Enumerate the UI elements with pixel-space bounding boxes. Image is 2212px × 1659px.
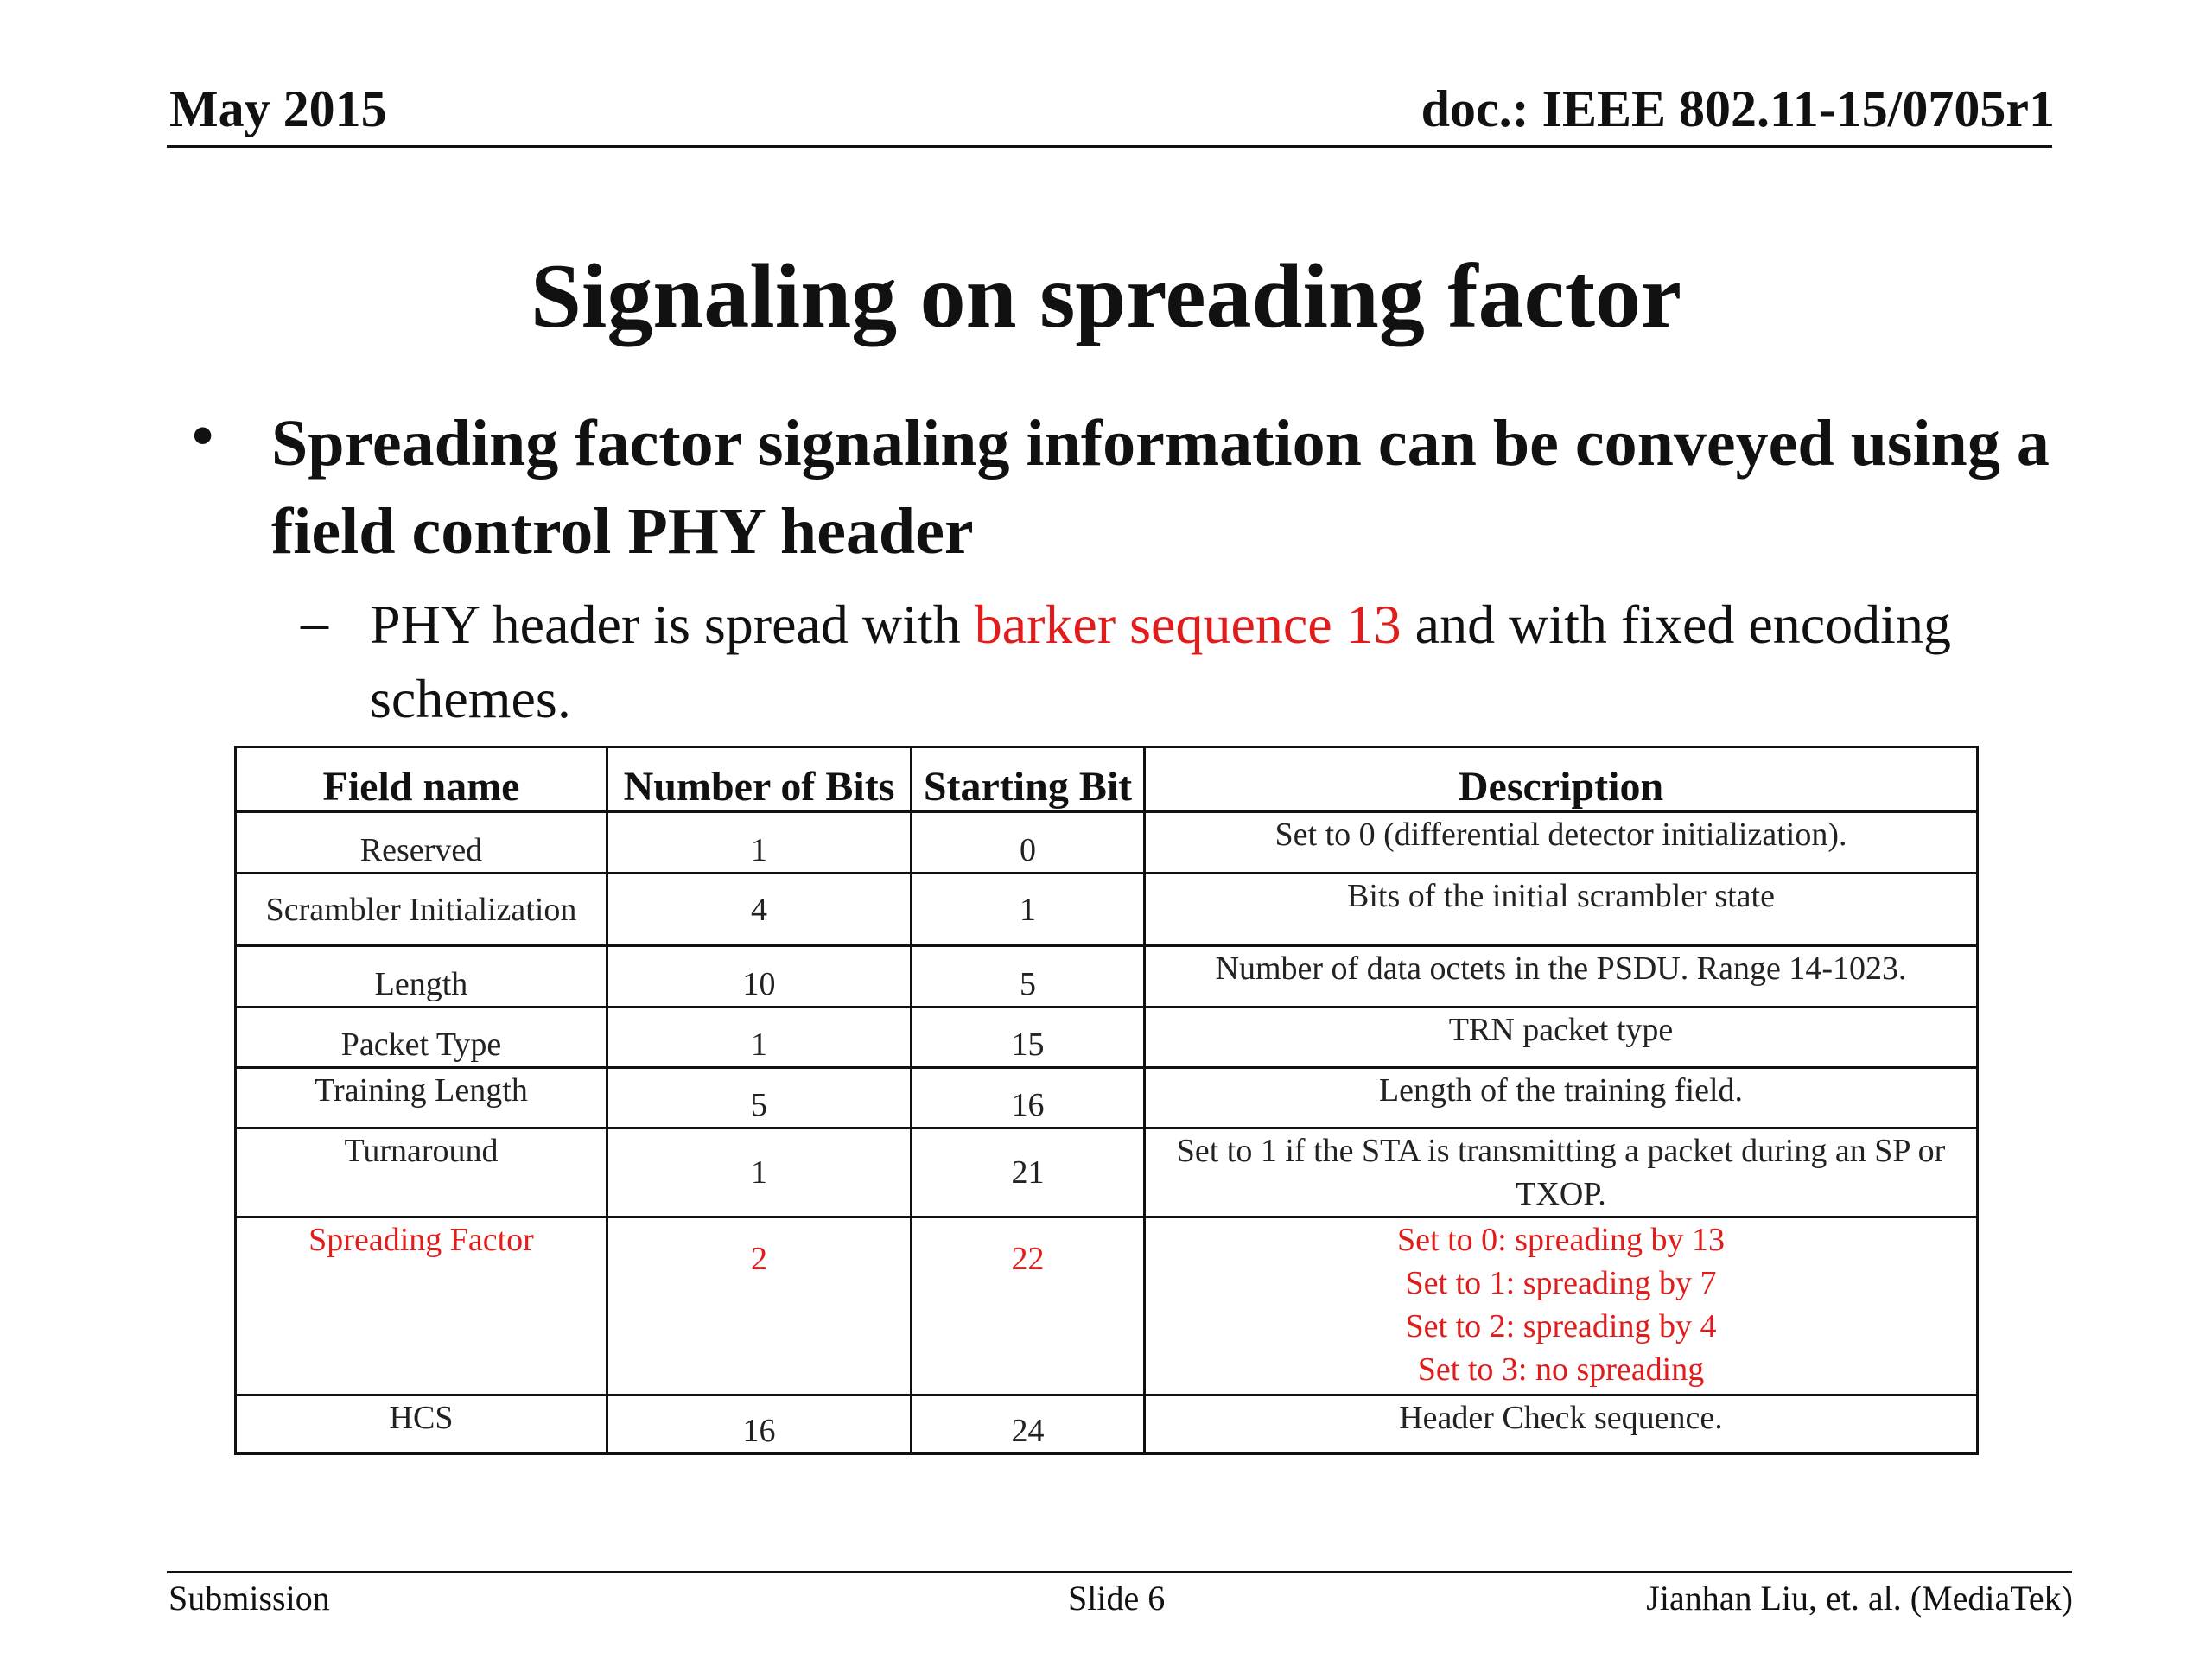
start-bit-cell: 1 [912, 874, 1145, 946]
column-header-field-name: Field name [236, 747, 607, 812]
field-name-cell: Turnaround [236, 1128, 607, 1217]
field-name-cell: Packet Type [236, 1007, 607, 1068]
bullet-marker: • [192, 401, 214, 470]
field-name-cell: Reserved [236, 812, 607, 874]
sub-bullet-text-before: PHY header is spread with [370, 594, 975, 655]
start-bit-cell: 22 [912, 1217, 1145, 1395]
column-header-number-of-bits: Number of Bits [607, 747, 912, 812]
bits-cell: 1 [607, 812, 912, 874]
field-name-cell: HCS [236, 1395, 607, 1454]
start-bit-cell: 0 [912, 812, 1145, 874]
header-divider [167, 145, 2052, 148]
slide-title: Signaling on spreading factor [530, 245, 1682, 346]
description-line: Set to 0: spreading by 13 [1397, 1222, 1725, 1258]
column-header-description: Description [1145, 747, 1978, 812]
bits-cell: 16 [607, 1395, 912, 1454]
phy-header-field-table [234, 746, 1979, 1455]
field-name-cell: Spreading Factor [236, 1217, 607, 1395]
table-header-row [236, 747, 1978, 812]
sub-bullet-highlight: barker sequence 13 [974, 594, 1402, 655]
table-row [236, 874, 1978, 946]
description-cell: Bits of the initial scrambler state [1145, 874, 1978, 946]
column-header-starting-bit: Starting Bit [912, 747, 1145, 812]
start-bit-cell: 16 [912, 1068, 1145, 1128]
start-bit-cell: 5 [912, 946, 1145, 1007]
footer-author: Jianhan Liu, et. al. (MediaTek) [1646, 1579, 2073, 1618]
field-name-cell: Length [236, 946, 607, 1007]
sub-bullet-marker: – [301, 591, 328, 652]
description-cell: Set to 1 if the STA is transmitting a packet during an SP or TXOP. [1145, 1128, 1978, 1217]
bits-cell: 10 [607, 946, 912, 1007]
table-row [236, 1068, 1978, 1128]
bits-cell: 4 [607, 874, 912, 946]
sub-bullet-text-after: and with fixed encoding schemes. [370, 594, 1951, 729]
footer-divider [167, 1571, 2072, 1573]
footer-slide-number: Slide 6 [1068, 1579, 1166, 1618]
description-line: Set to 3: no spreading [1417, 1351, 1705, 1388]
description-cell: Number of data octets in the PSDU. Range 14-1023. [1145, 946, 1978, 1007]
bits-cell: 2 [607, 1217, 912, 1395]
table-row [236, 946, 1978, 1007]
description-cell: Header Check sequence. [1145, 1395, 1978, 1454]
start-bit-cell: 24 [912, 1395, 1145, 1454]
footer-submission: Submission [168, 1579, 330, 1618]
table-row [236, 1395, 1978, 1454]
header-doc-id: doc.: IEEE 802.11-15/0705r1 [1421, 80, 2055, 137]
field-name-cell: Training Length [236, 1068, 607, 1128]
header-date: May 2015 [169, 80, 387, 137]
field-name-cell: Scrambler Initialization [236, 874, 607, 946]
description-cell: Length of the training field. [1145, 1068, 1978, 1128]
description-cell: TRN packet type [1145, 1007, 1978, 1068]
bullet-text: Spreading factor signaling information can be conveyed using a field control PHY header [271, 407, 2050, 568]
sub-bullet-text [370, 588, 2012, 736]
start-bit-cell: 15 [912, 1007, 1145, 1068]
description-line: Set to 1: spreading by 7 [1405, 1265, 1717, 1301]
table-row [236, 1007, 1978, 1068]
description-cell [1145, 1217, 1978, 1395]
description-cell: Set to 0 (differential detector initialization). [1145, 812, 1978, 874]
table-row [236, 812, 1978, 874]
table-row-highlighted [236, 1217, 1978, 1395]
table-row [236, 1128, 1978, 1217]
bits-cell: 1 [607, 1128, 912, 1217]
description-line: Set to 2: spreading by 4 [1405, 1308, 1717, 1344]
bits-cell: 5 [607, 1068, 912, 1128]
start-bit-cell: 21 [912, 1128, 1145, 1217]
bits-cell: 1 [607, 1007, 912, 1068]
